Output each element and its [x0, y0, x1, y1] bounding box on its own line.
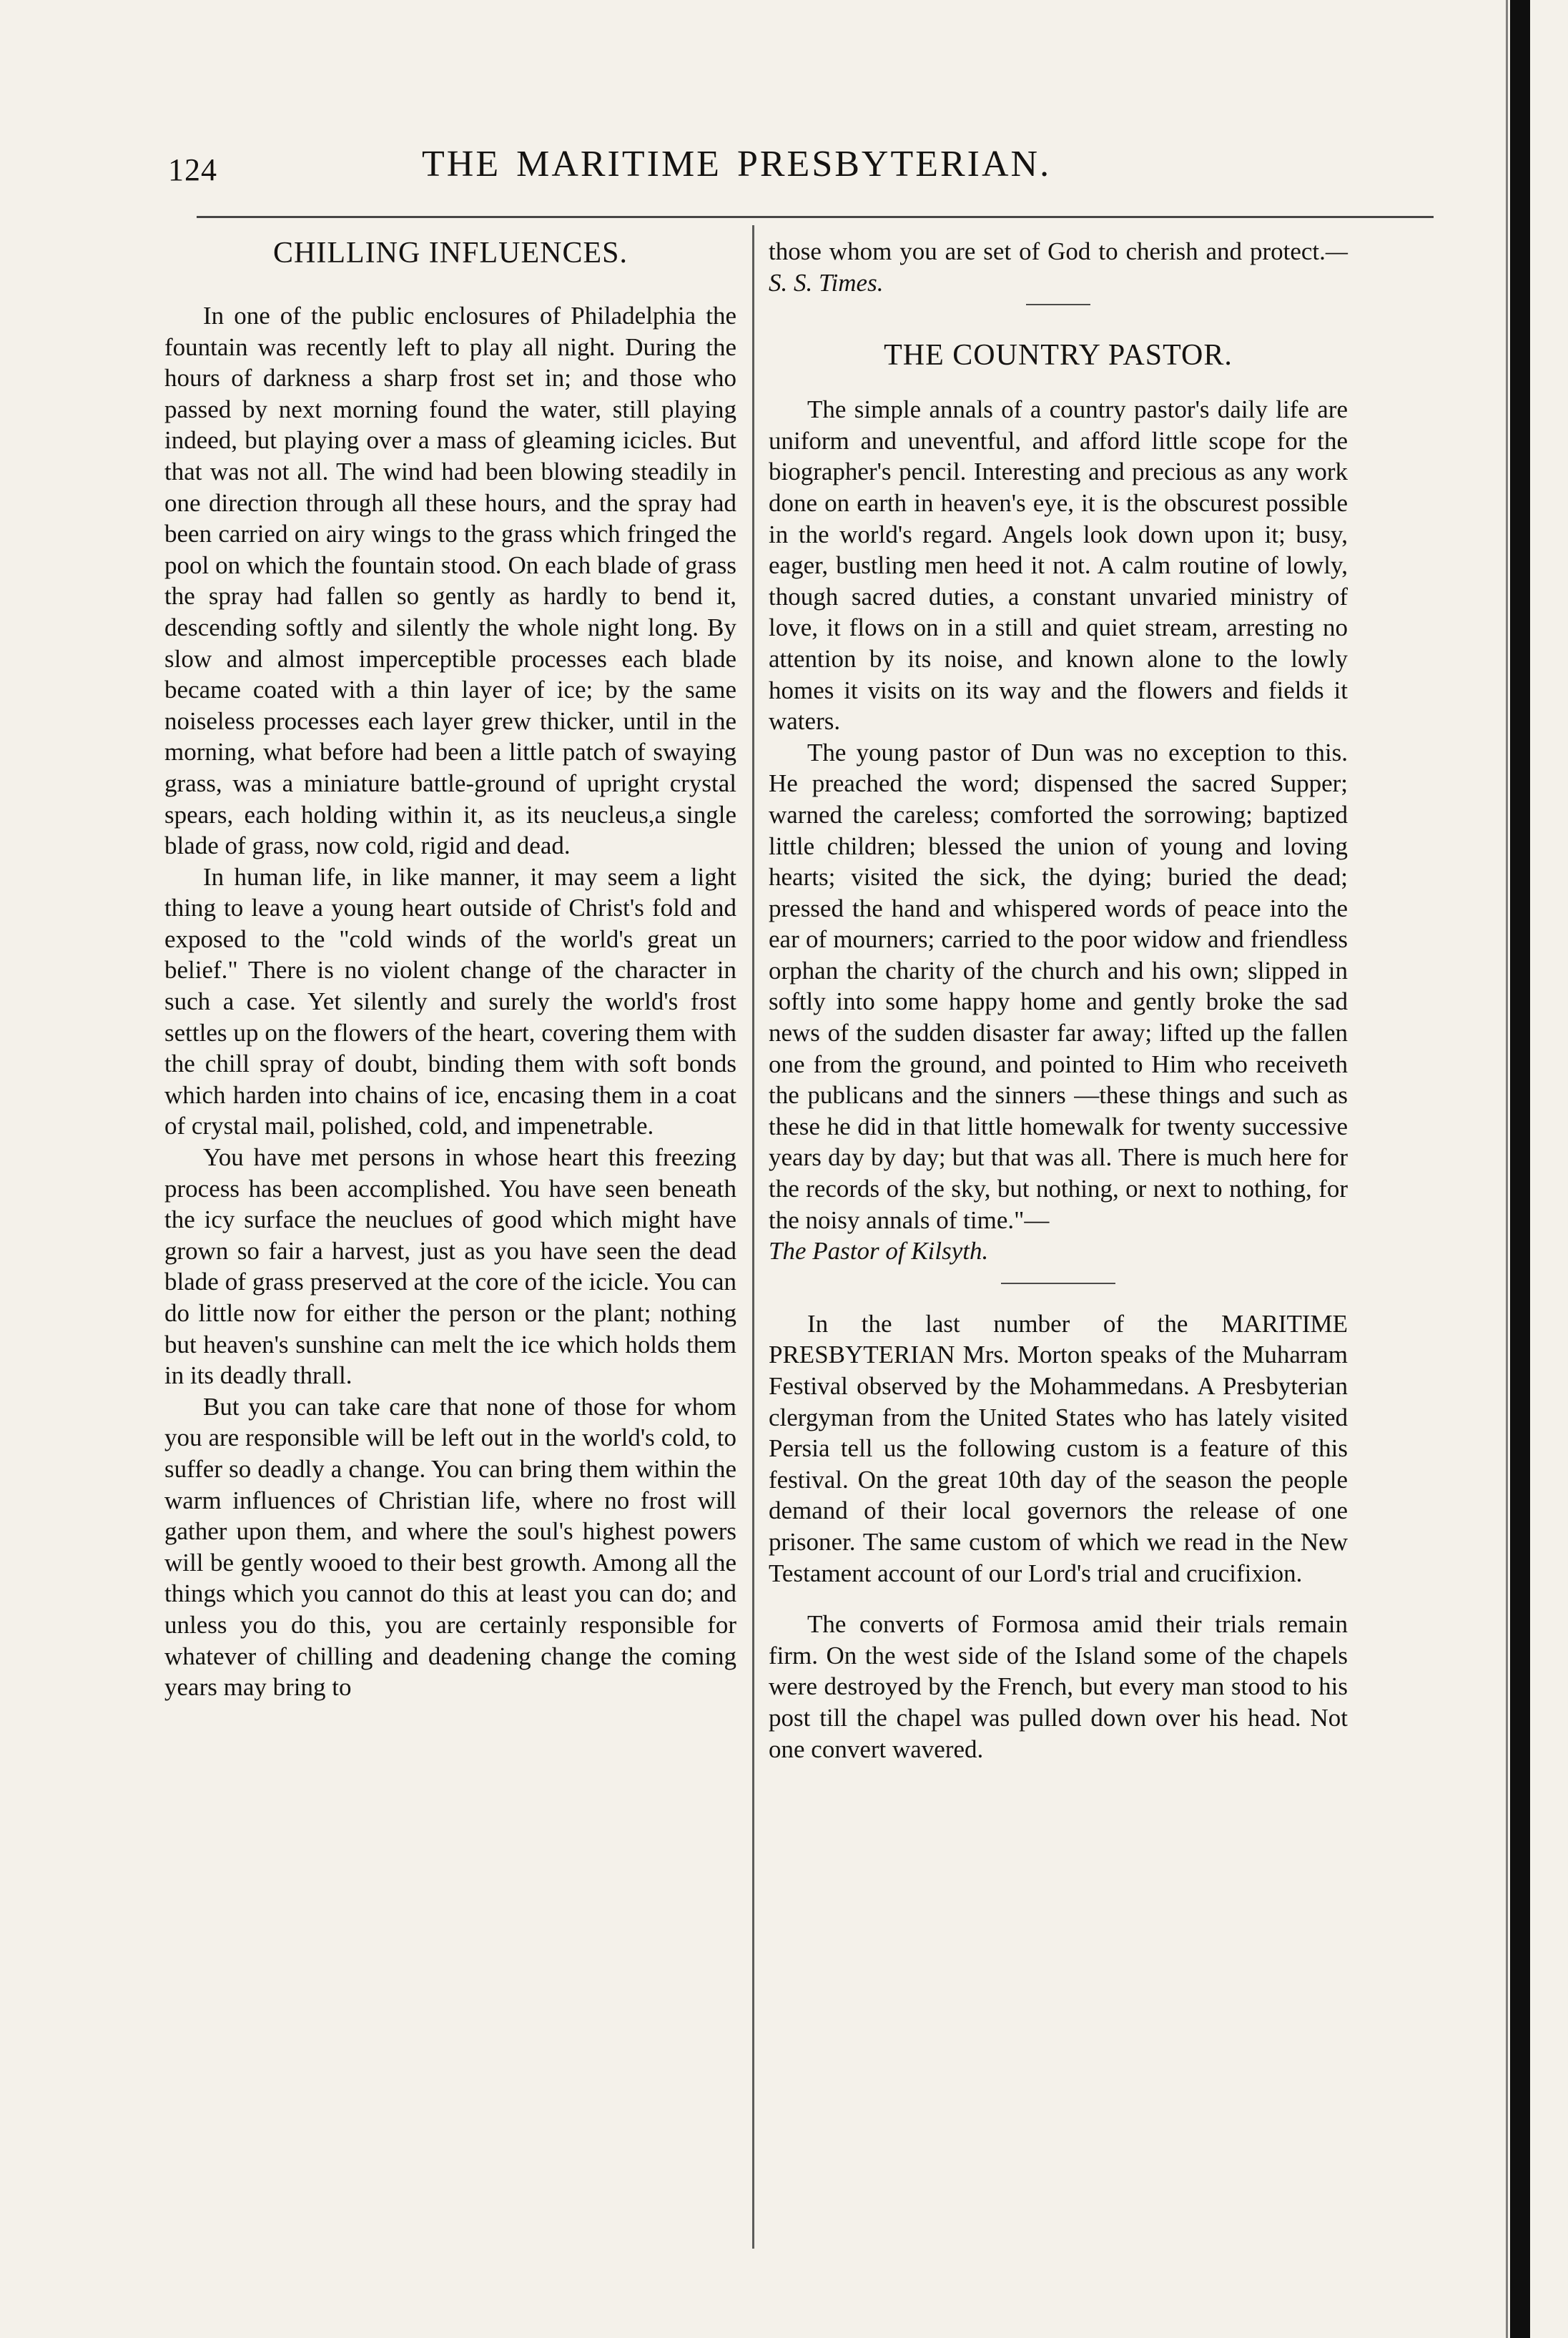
section-rule	[1001, 1283, 1115, 1284]
article-attribution: The Pastor of Kilsyth.	[769, 1237, 989, 1266]
binding-edge	[1510, 0, 1530, 2338]
article-paragraph: In human life, in like manner, it may seem a light thing to leave a young heart outside of Christ's fold and exposed to the "cold winds of the world's great un belief." There is no violent change of the character in such a case. Yet silently and surely the world's frost settles up on the flowers of the heart, covering them with the chill spray of doubt, binding them with soft bonds which harden into chains of ice, encasing them in a coat of crystal mail, polished, cold, and impenetrable.	[164, 862, 736, 1140]
news-item-formosa: The converts of Formosa amid their trials remain firm. On the west side of the Island some of the chapels were destroyed by the French, but every man stood to his post till the chapel was pulled down over his head. Not one convert wavered.	[769, 1610, 1348, 1763]
article-heading-country-pastor: THE COUNTRY PASTOR.	[884, 339, 1233, 373]
left-column	[164, 236, 736, 1703]
news-item-muharram: In the last number of the MARITIME PRESBYTERIAN Mrs. Morton speaks of the Muharram Festival observed by the Mohammedans. A Presbyterian clergyman from the United States who has lately visited Persia tell us the following custom is a feature of this festival. On the great 10th day of the season the people demand of their local governors the release of one prisoner. The same custom of which we read in the New Testament account of our Lord's trial and crucifixion.	[769, 1309, 1348, 1587]
article-paragraph: You have met persons in whose heart this freezing process has been accomplished. You have seen beneath the icy surface the neuclues of good which might have grown so fair a harvest, just as you have seen the dead blade of grass preserved at the core of the icicle. You can do little now for either the person or the plant; nothing but heaven's sunshine can melt the ice which holds them in its deadly thrall.	[164, 1143, 736, 1390]
header-rule	[197, 216, 1434, 218]
binding-edge-line	[1506, 0, 1508, 2338]
column-divider	[752, 225, 754, 2249]
article-continuation	[769, 236, 1348, 298]
continuation-text: those whom you are set of God to cherish and protect.	[769, 237, 1326, 265]
page-number: 124	[168, 152, 217, 187]
article-paragraph: The young pastor of Dun was no exception to this. He preached the word; dispensed the sacred Supper; warned the careless; comforted the sorrowing; baptized little children; blessed the union of young and loving hearts; visited the sick, the dying; buried the dead; pressed the hand and whispered words of peace into the ear of mourners; carried to the poor widow and friendless orphan the charity of the church and his own; slipped in softly into some happy home and gently broke the sad news of the sudden disaster far away; lifted up the fallen one from the ground, and pointed to Him who receiveth the publicans and the sinners —these things and such as these he did in that little homewalk for twenty successive years day by day; but that was all. There is much here for the records of the sky, but nothing, or next to nothing, for the noisy annals of time."—	[769, 738, 1348, 1234]
continuation-attribution: —S. S. Times.	[769, 237, 1348, 297]
running-head-title: THE MARITIME PRESBYTERIAN.	[422, 144, 1052, 184]
section-rule	[1026, 304, 1090, 305]
article-paragraph: In one of the public enclosures of Philadelphia the fountain was recently left to play all night. During the hours of darkness a sharp frost set in; and those who passed by next morning found the water, still playing indeed, but playing over a mass of gleaming icicles. But that was not all. The wind had been blowing steadily in one direction through all these hours, and the spray had been carried on airy wings to the grass which fringed the pool on which the fountain stood. On each blade of grass the spray had fallen so gently as hardly to bend it, descending softly and silently the whole night long. By slow and almost imperceptible processes each blade became coated with a thin layer of ice; by the same noiseless processes each layer grew thicker, until in the morning, what before had been a little patch of swaying grass, was a miniature battle-ground of upright crystal spears, each holding within it, as its neucleus,a single blade of grass, now cold, rigid and dead.	[164, 302, 736, 860]
article-paragraph: But you can take care that none of those for whom you are responsible will be left out in the world's cold, to suffer so deadly a change. You can bring them within the warm influences of Christian life, where no frost will gather upon them, and where the soul's highest powers will be gently wooed to their best growth. Among all the things which you cannot do this at least you can do; and unless you do this, you are certainly responsible for whatever of chilling and deadening change the coming years may bring to	[164, 1392, 736, 1702]
right-column	[769, 236, 1348, 1765]
article-heading-chilling-influences: CHILLING INFLUENCES.	[273, 237, 628, 270]
article-paragraph: The simple annals of a country pastor's daily life are uniform and uneventful, and afford little scope for the biographer's pencil. Interesting and precious as any work done on earth in heaven's eye, it is the obscurest possible in the world's regard. Angels look down upon it; busy, eager, bustling men heed it not. A calm routine of lowly, though sacred duties, a constant unvaried ministry of love, it flows on in a still and quiet stream, arresting no attention by its noise, and known alone to the lowly homes it visits on its way and the flowers and fields it waters.	[769, 395, 1348, 736]
